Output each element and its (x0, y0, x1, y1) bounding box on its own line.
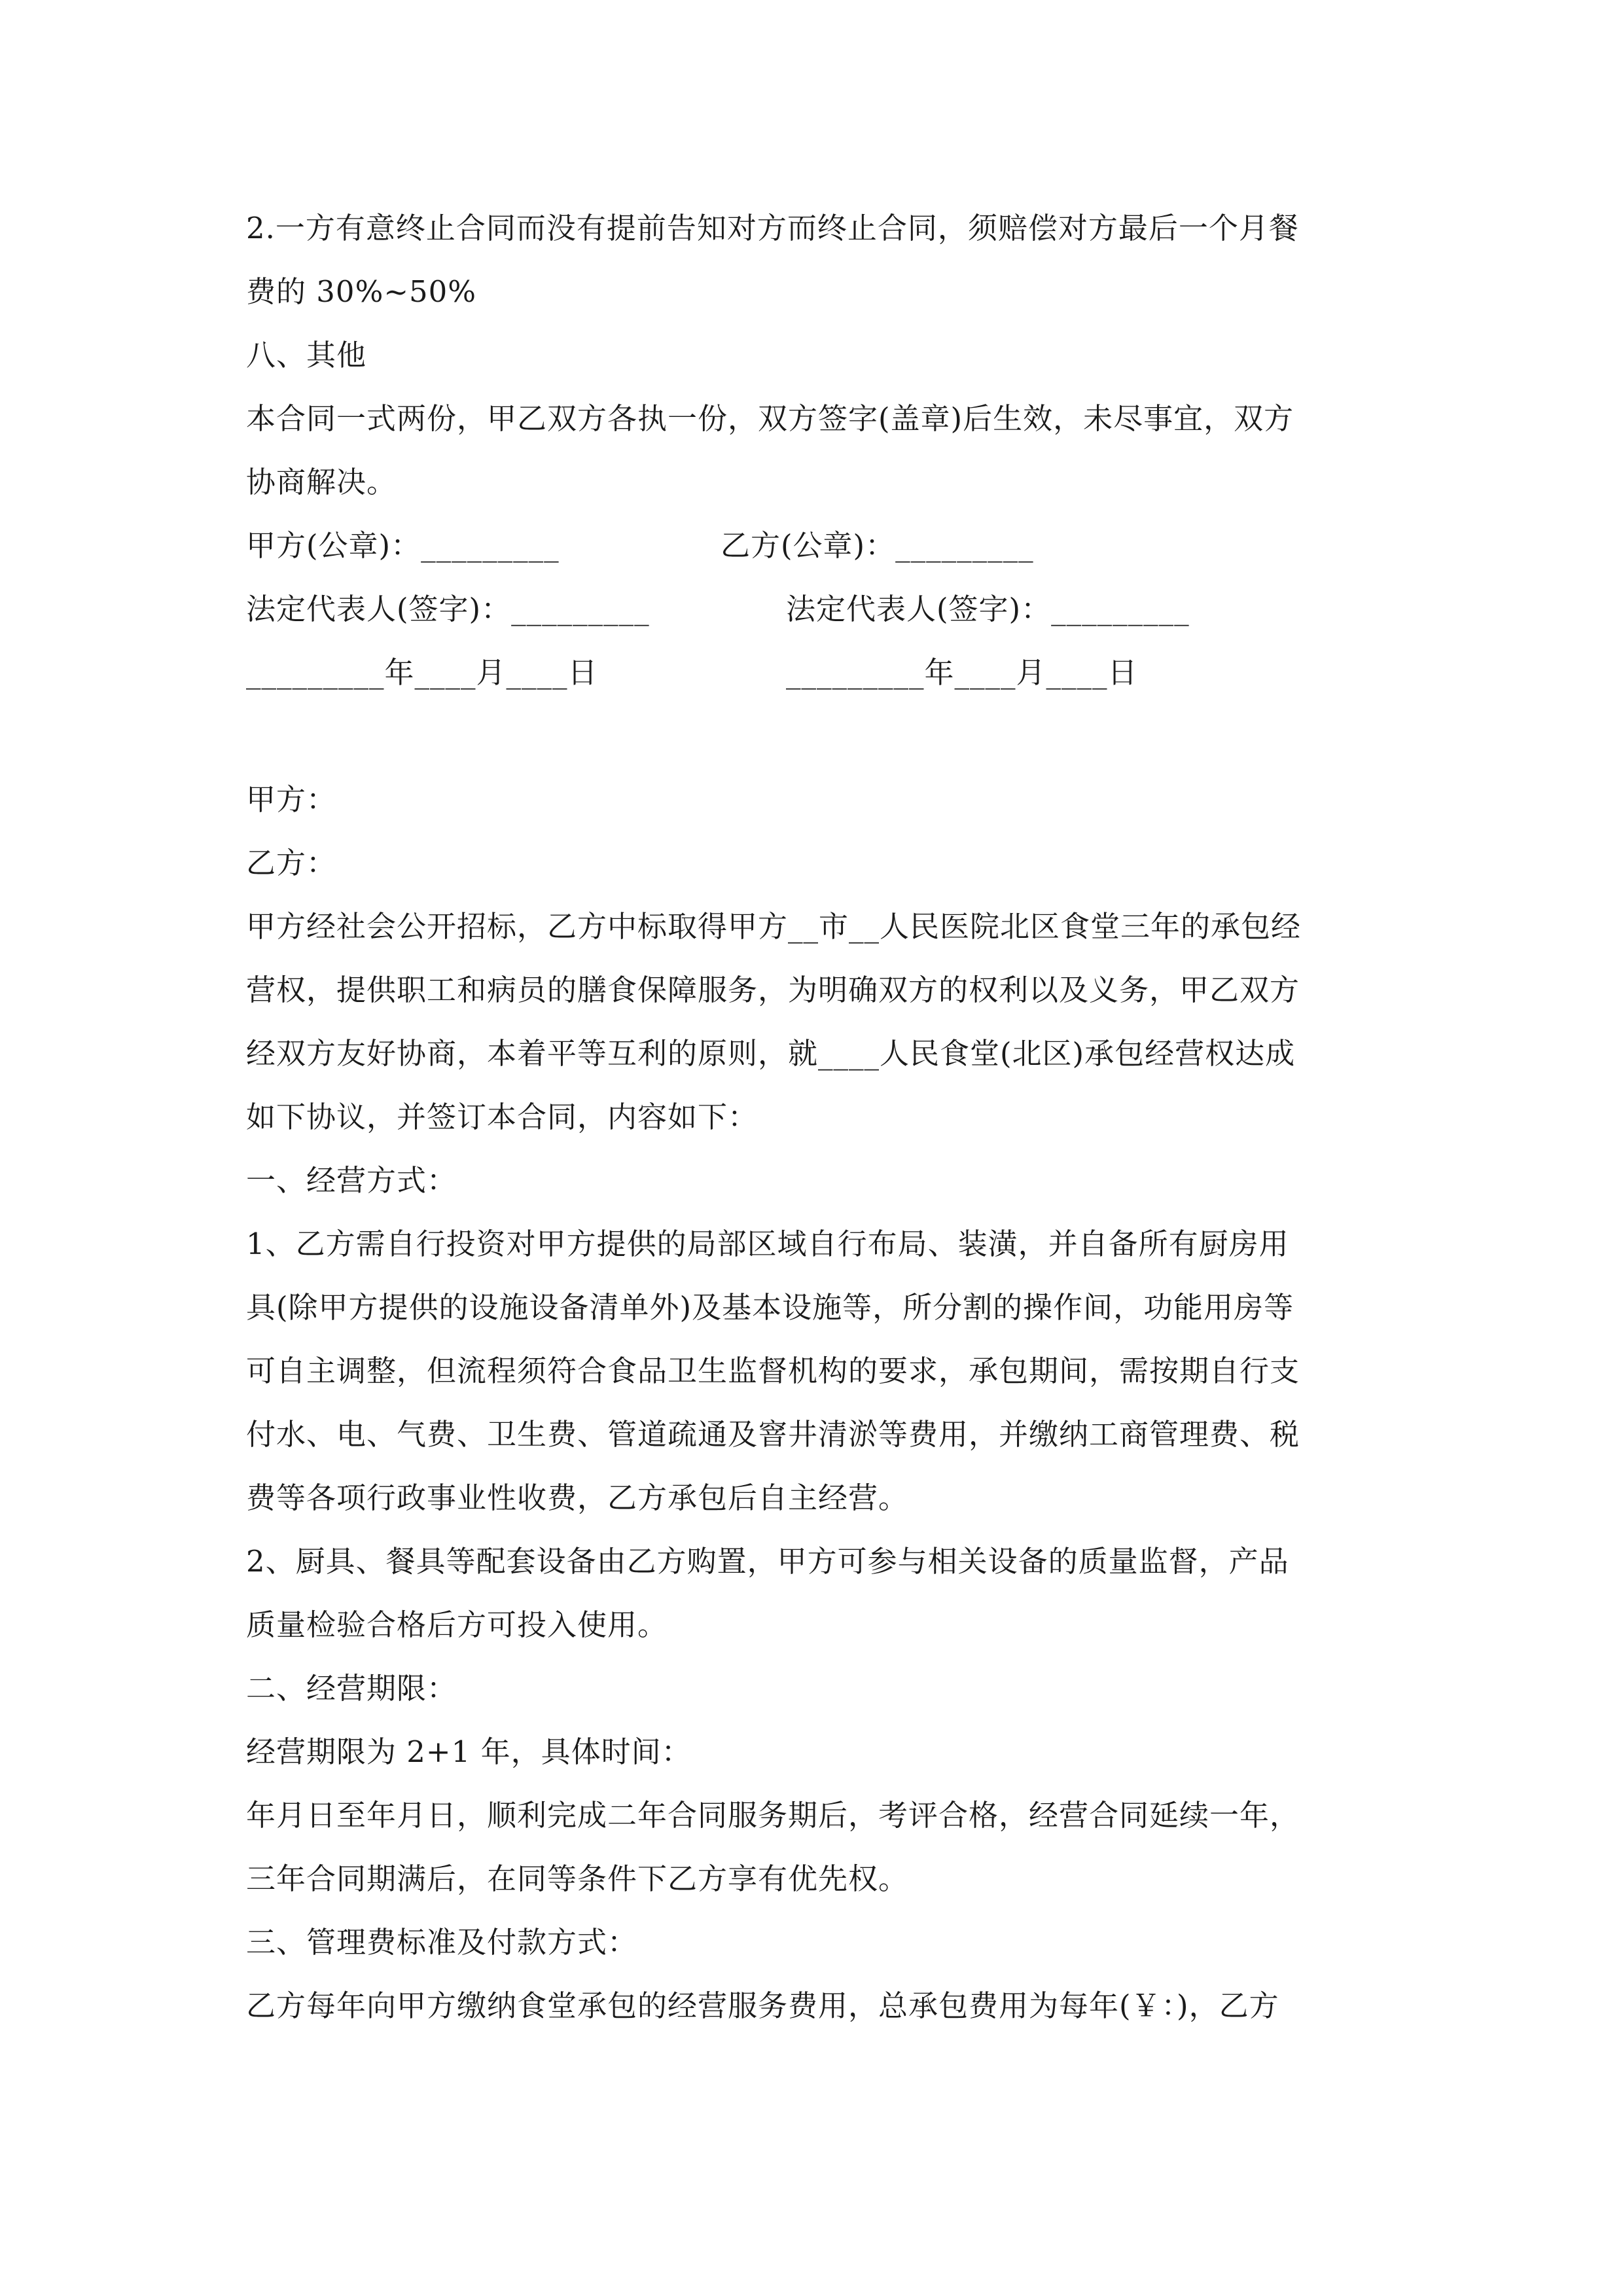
intro-line: 甲方经社会公开招标，乙方中标取得甲方__市__人民医院北区食堂三年的承包经 (246, 909, 1302, 944)
signature-row-representative (246, 577, 1398, 641)
party-b-seal-field: 乙方(公章)：_________ (721, 528, 1034, 563)
contract2-party-b: 乙方： (246, 846, 337, 880)
party-b-rep-field: 法定代表人(签字)：_________ (786, 592, 1190, 626)
section2-body-line: 经营期限为 2+1 年，具体时间： (246, 1734, 692, 1769)
section-spacer (246, 704, 1398, 768)
section1-item1-line: 具(除甲方提供的设施设备清单外)及基本设施等，所分割的操作间，功能用房等 (246, 1290, 1294, 1325)
section1-item2-line: 质量检验合格后方可投入使用。 (246, 1607, 668, 1642)
party-a-seal-field: 甲方(公章)：_________ (246, 528, 560, 563)
section8-body-line1: 本合同一式两份，甲乙双方各执一份，双方签字(盖章)后生效，未尽事宜，双方 (246, 401, 1294, 436)
intro-line: 经双方友好协商，本着平等互利的原则，就____人民食堂(北区)承包经营权达成 (246, 1036, 1296, 1071)
section3-body: 乙方每年向甲方缴纳食堂承包的经营服务费用，总承包费用为每年(￥：)，乙方 (246, 1988, 1279, 2023)
signature-row-date (246, 641, 1398, 704)
section1-heading: 一、经营方式： (246, 1163, 457, 1198)
section1-item1-line: 费等各项行政事业性收费，乙方承包后自主经营。 (246, 1480, 909, 1515)
section1-item2-line: 2、厨具、餐具等配套设备由乙方购置，甲方可参与相关设备的质量监督，产品 (246, 1544, 1289, 1579)
document-body (246, 196, 1398, 2037)
termination-clause-line1: 2.一方有意终止合同而没有提前告知对方而终止合同，须赔偿对方最后一个月餐 (246, 211, 1299, 245)
section1-item1-line: 可自主调整，但流程须符合食品卫生监督机构的要求，承包期间，需按期自行支 (246, 1354, 1300, 1388)
section8-body-line2: 协商解决。 (246, 465, 397, 499)
section8-heading: 八、其他 (246, 338, 367, 372)
section2-body-line: 年月日至年月日，顺利完成二年合同服务期后，考评合格，经营合同延续一年， (246, 1798, 1300, 1833)
party-a-date-field: _________年____月____日 (246, 655, 598, 690)
section1-item1-line: 付水、电、气费、卫生费、管道疏通及窨井清淤等费用，并缴纳工商管理费、税 (246, 1417, 1300, 1452)
termination-clause-line2: 费的 30%~50% (246, 274, 477, 309)
intro-line: 如下协议，并签订本合同，内容如下： (246, 1100, 758, 1134)
section3-heading: 三、管理费标准及付款方式： (246, 1925, 638, 1960)
party-b-date-field: _________年____月____日 (786, 655, 1138, 690)
signature-row-seal (246, 514, 1398, 577)
party-a-rep-field: 法定代表人(签字)：_________ (246, 592, 650, 626)
section1-item1-line: 1、乙方需自行投资对甲方提供的局部区域自行布局、装潢，并自备所有厨房用 (246, 1227, 1289, 1261)
contract2-party-a: 甲方： (246, 782, 337, 817)
section2-body-line: 三年合同期满后，在同等条件下乙方享有优先权。 (246, 1861, 909, 1896)
intro-line: 营权，提供职工和病员的膳食保障服务，为明确双方的权利以及义务，甲乙双方 (246, 973, 1300, 1007)
section2-heading: 二、经营期限： (246, 1671, 457, 1706)
